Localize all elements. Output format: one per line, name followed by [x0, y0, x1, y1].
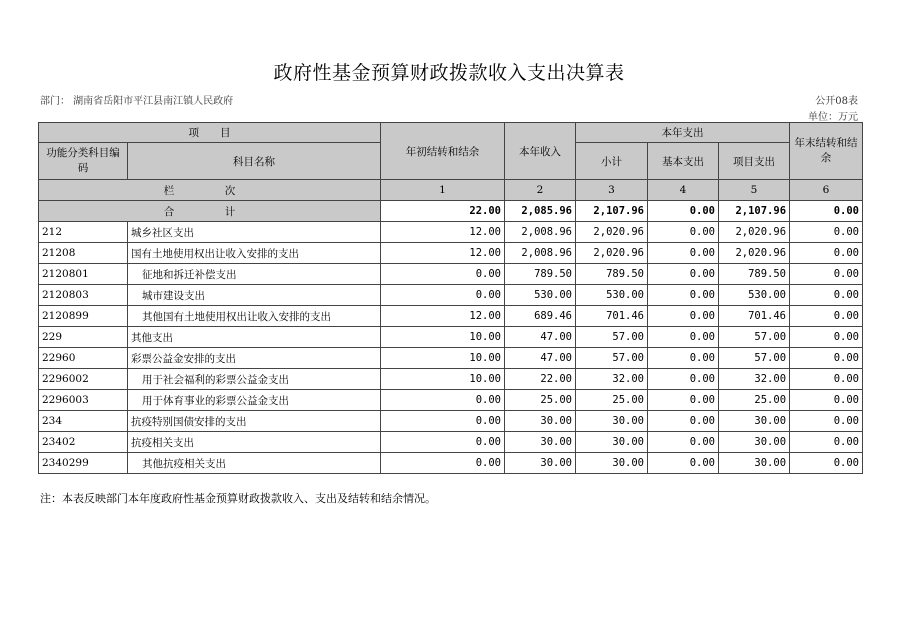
row-value: 30.00	[505, 453, 576, 474]
header-expenditure: 本年支出	[576, 123, 790, 143]
row-value: 0.00	[381, 264, 505, 285]
row-value: 2,020.96	[576, 243, 648, 264]
total-cell: 22.00	[381, 201, 505, 222]
row-value: 0.00	[648, 327, 719, 348]
row-name: 国有土地使用权出让收入安排的支出	[128, 243, 381, 264]
row-name: 彩票公益金安排的支出	[128, 348, 381, 369]
row-name: 征地和拆迁补偿支出	[128, 264, 381, 285]
row-value: 30.00	[505, 432, 576, 453]
total-cell: 0.00	[648, 201, 719, 222]
header-code: 功能分类科目编码	[39, 143, 128, 180]
row-value: 25.00	[719, 390, 790, 411]
row-value: 0.00	[648, 222, 719, 243]
row-value: 32.00	[576, 369, 648, 390]
total-cell: 2,107.96	[719, 201, 790, 222]
row-value: 0.00	[790, 243, 863, 264]
page-title: 政府性基金预算财政拨款收入支出决算表	[273, 62, 625, 84]
row-value: 30.00	[576, 453, 648, 474]
row-value: 22.00	[505, 369, 576, 390]
row-value: 0.00	[790, 348, 863, 369]
row-value: 0.00	[648, 453, 719, 474]
row-code: 2120899	[39, 306, 128, 327]
table-row	[39, 264, 863, 285]
table-row	[39, 348, 863, 369]
row-value: 0.00	[790, 369, 863, 390]
total-row	[39, 201, 863, 222]
row-code: 2296002	[39, 369, 128, 390]
row-value: 30.00	[576, 411, 648, 432]
total-cell: 2,107.96	[576, 201, 648, 222]
col-num: 6	[790, 180, 863, 201]
row-value: 47.00	[505, 348, 576, 369]
row-value: 0.00	[648, 411, 719, 432]
header-carryover-end: 年末结转和结余	[790, 123, 863, 180]
row-name: 用于社会福利的彩票公益金支出	[128, 369, 381, 390]
row-value: 701.46	[576, 306, 648, 327]
document-number: 公开08表	[815, 96, 858, 107]
row-value: 57.00	[719, 348, 790, 369]
header-lanci: 栏 次	[39, 180, 381, 201]
row-value: 25.00	[505, 390, 576, 411]
footnote: 注：本表反映部门本年度政府性基金预算财政拨款收入、支出及结转和结余情况。	[40, 492, 436, 505]
total-label: 合 计	[39, 201, 381, 222]
row-value: 30.00	[719, 453, 790, 474]
row-value: 0.00	[648, 243, 719, 264]
row-value: 0.00	[648, 264, 719, 285]
table-row	[39, 390, 863, 411]
row-value: 0.00	[790, 390, 863, 411]
row-code: 21208	[39, 243, 128, 264]
row-value: 2,020.96	[576, 222, 648, 243]
row-value: 530.00	[576, 285, 648, 306]
row-value: 0.00	[790, 222, 863, 243]
row-value: 0.00	[381, 285, 505, 306]
row-value: 0.00	[381, 453, 505, 474]
row-value: 2,008.96	[505, 222, 576, 243]
row-value: 0.00	[790, 327, 863, 348]
table-row	[39, 285, 863, 306]
row-code: 229	[39, 327, 128, 348]
table-row	[39, 327, 863, 348]
row-code: 2296003	[39, 390, 128, 411]
row-value: 12.00	[381, 222, 505, 243]
row-value: 2,020.96	[719, 222, 790, 243]
row-name: 其他抗疫相关支出	[128, 453, 381, 474]
row-value: 25.00	[576, 390, 648, 411]
col-num: 2	[505, 180, 576, 201]
row-value: 789.50	[576, 264, 648, 285]
table-row	[39, 369, 863, 390]
row-value: 530.00	[719, 285, 790, 306]
total-cell: 0.00	[790, 201, 863, 222]
header-basic: 基本支出	[648, 143, 719, 180]
row-value: 30.00	[719, 411, 790, 432]
row-code: 2120803	[39, 285, 128, 306]
row-value: 0.00	[648, 348, 719, 369]
row-value: 10.00	[381, 327, 505, 348]
header-project-exp: 项目支出	[719, 143, 790, 180]
col-num: 4	[648, 180, 719, 201]
row-value: 2,020.96	[719, 243, 790, 264]
row-value: 789.50	[505, 264, 576, 285]
row-value: 32.00	[719, 369, 790, 390]
total-cell: 2,085.96	[505, 201, 576, 222]
row-value: 2,008.96	[505, 243, 576, 264]
header-project: 项 目	[39, 123, 381, 143]
row-value: 530.00	[505, 285, 576, 306]
row-name: 其他国有土地使用权出让收入安排的支出	[128, 306, 381, 327]
row-name: 抗疫特别国债安排的支出	[128, 411, 381, 432]
header-income: 本年收入	[505, 123, 576, 180]
header-subtotal: 小计	[576, 143, 648, 180]
row-value: 57.00	[719, 327, 790, 348]
row-value: 10.00	[381, 348, 505, 369]
row-value: 0.00	[790, 264, 863, 285]
row-value: 0.00	[648, 390, 719, 411]
row-value: 0.00	[648, 369, 719, 390]
row-name: 城市建设支出	[128, 285, 381, 306]
table-row	[39, 306, 863, 327]
unit-label: 单位：万元	[808, 112, 858, 123]
row-value: 0.00	[648, 285, 719, 306]
row-code: 2120801	[39, 264, 128, 285]
row-name: 其他支出	[128, 327, 381, 348]
row-value: 12.00	[381, 243, 505, 264]
row-value: 57.00	[576, 348, 648, 369]
row-value: 0.00	[648, 432, 719, 453]
col-num: 5	[719, 180, 790, 201]
department-label: 部门： 湖南省岳阳市平江县南江镇人民政府	[40, 96, 234, 107]
row-value: 47.00	[505, 327, 576, 348]
row-code: 212	[39, 222, 128, 243]
row-value: 789.50	[719, 264, 790, 285]
row-value: 30.00	[719, 432, 790, 453]
row-value: 57.00	[576, 327, 648, 348]
row-value: 10.00	[381, 369, 505, 390]
row-code: 2340299	[39, 453, 128, 474]
row-value: 0.00	[648, 306, 719, 327]
row-value: 12.00	[381, 306, 505, 327]
col-num: 1	[381, 180, 505, 201]
row-value: 0.00	[790, 411, 863, 432]
row-value: 689.46	[505, 306, 576, 327]
row-value: 30.00	[505, 411, 576, 432]
row-value: 0.00	[790, 453, 863, 474]
row-code: 234	[39, 411, 128, 432]
header-name: 科目名称	[128, 143, 381, 180]
row-value: 701.46	[719, 306, 790, 327]
table-row	[39, 453, 863, 474]
row-value: 0.00	[790, 432, 863, 453]
table-row	[39, 222, 863, 243]
row-value: 0.00	[381, 390, 505, 411]
table-row	[39, 432, 863, 453]
row-code: 23402	[39, 432, 128, 453]
row-value: 0.00	[790, 285, 863, 306]
header-carryover-start: 年初结转和结余	[381, 123, 505, 180]
col-num: 3	[576, 180, 648, 201]
table-row	[39, 243, 863, 264]
table-row	[39, 411, 863, 432]
row-value: 30.00	[576, 432, 648, 453]
row-name: 抗疫相关支出	[128, 432, 381, 453]
row-name: 城乡社区支出	[128, 222, 381, 243]
row-value: 0.00	[381, 411, 505, 432]
row-code: 22960	[39, 348, 128, 369]
row-value: 0.00	[790, 306, 863, 327]
row-name: 用于体育事业的彩票公益金支出	[128, 390, 381, 411]
row-value: 0.00	[381, 432, 505, 453]
budget-table	[38, 122, 863, 474]
